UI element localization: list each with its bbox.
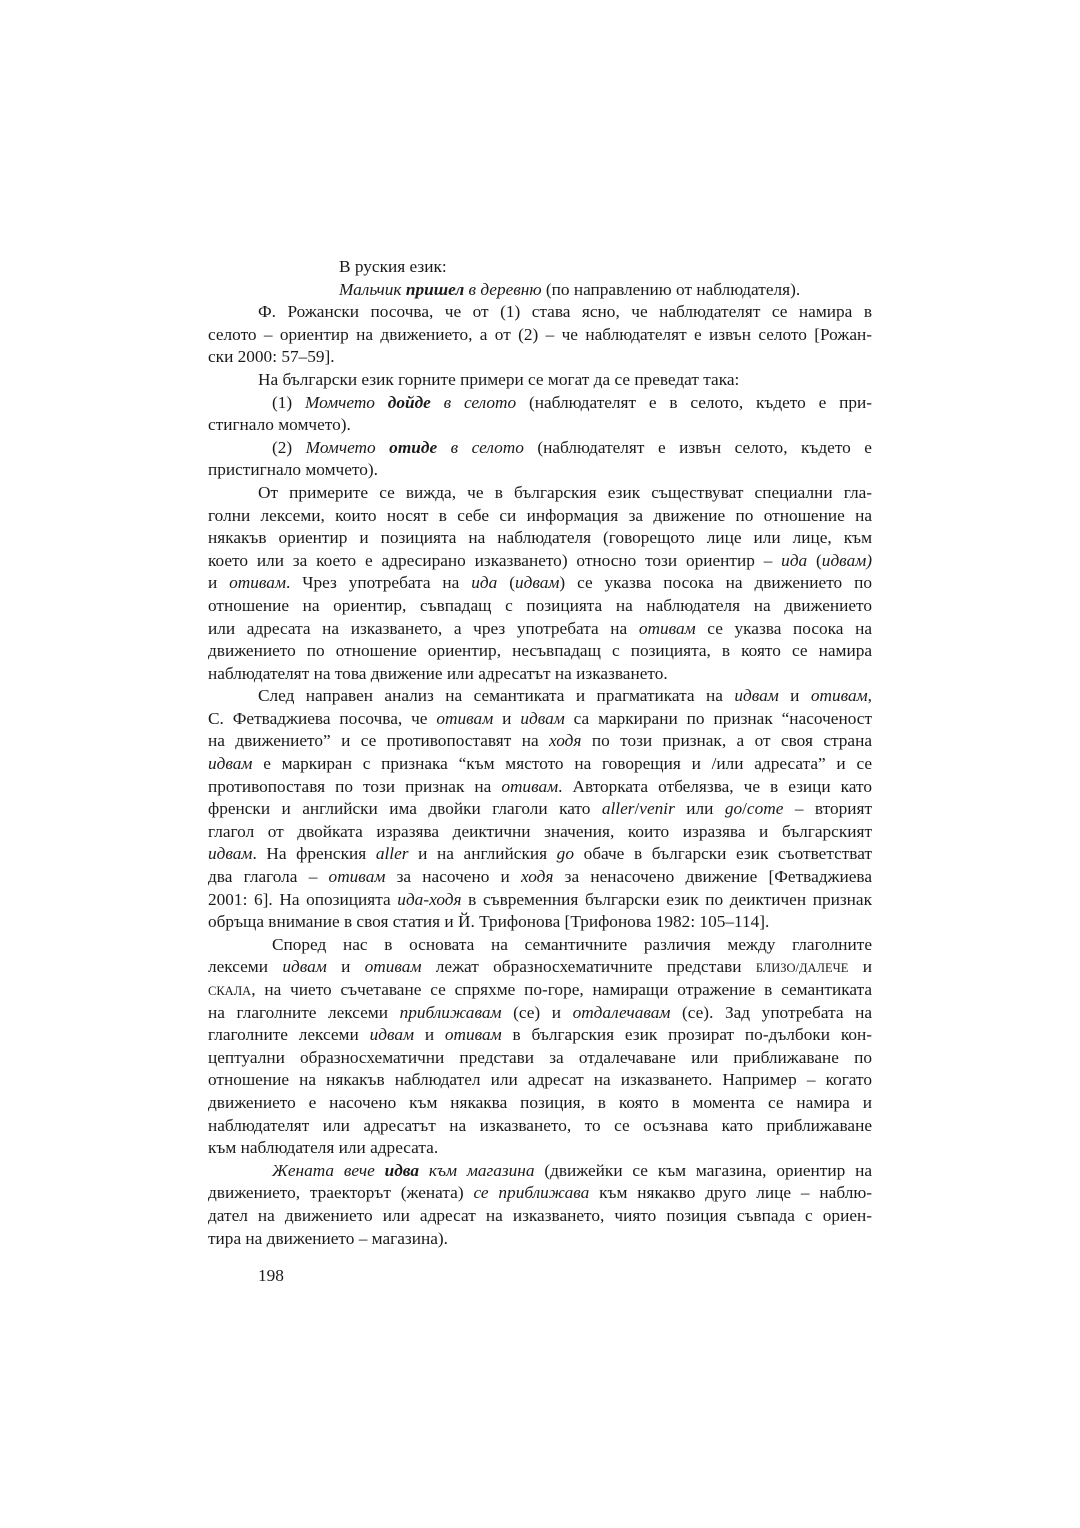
text-segment: Жената вече <box>272 1160 385 1180</box>
text-segment: СКАЛА <box>208 984 252 998</box>
text-segment: aller <box>375 844 409 864</box>
text-segment: Според нас в основата на семантичните различия между глаголните <box>272 934 872 954</box>
text-segment: (наблюдателят е в селото, където е при- <box>516 392 872 412</box>
text-segment: go <box>556 844 574 864</box>
text-segment: отношение на ориентир, съвпадащ с позицията на наблюдателя на движението <box>208 595 872 615</box>
text-line <box>208 821 872 844</box>
text-line <box>208 301 872 324</box>
text-segment: за ненасочено движение [Фетваджиева <box>553 867 872 887</box>
text-segment: на глаголните лексеми <box>208 1002 400 1022</box>
text-line <box>208 482 872 505</box>
text-segment: движението е насочено към някаква позиция, в която в момента се намира и <box>208 1092 872 1112</box>
text-line <box>208 414 872 437</box>
text-segment: и <box>493 708 521 728</box>
text-segment: venir <box>639 799 675 819</box>
text-segment: в селото <box>430 392 517 412</box>
text-line <box>208 685 872 708</box>
text-segment: два глагола – <box>208 867 329 887</box>
text-line <box>208 618 872 641</box>
text-segment: идвам <box>520 708 565 728</box>
text-line <box>208 1228 872 1251</box>
text-segment: ида-ходя <box>397 889 462 909</box>
body-text <box>208 256 872 1250</box>
text-segment: отивам <box>638 618 696 638</box>
page-number: 198 <box>258 1266 284 1285</box>
text-segment: ида <box>781 550 808 570</box>
text-segment: ски 2000: 57–59]. <box>208 347 335 367</box>
text-line <box>208 956 872 979</box>
text-segment: come <box>746 799 784 819</box>
text-segment: стигнало момчето). <box>208 415 351 435</box>
text-line <box>208 1205 872 1228</box>
text-segment: глаголните лексеми <box>208 1025 370 1045</box>
text-segment: към някакво друго лице – наблю- <box>589 1183 872 1203</box>
text-segment: go <box>724 799 743 819</box>
text-segment: отивам <box>501 776 559 796</box>
text-segment: или <box>674 799 725 819</box>
text-segment: отивам <box>364 957 422 977</box>
text-line <box>208 392 872 415</box>
text-line <box>208 527 872 550</box>
text-segment: Момчето <box>304 392 388 412</box>
text-line <box>208 1115 872 1138</box>
text-segment: дател на движението или адресат на изказването, чиято позиция съвпада с ориен- <box>208 1205 872 1225</box>
text-segment: 2001: 6]. На опозицията <box>208 889 398 909</box>
text-segment: (по направлению от наблюдателя). <box>541 279 801 299</box>
text-segment: . На френския <box>252 844 376 864</box>
text-segment: ( <box>807 550 822 570</box>
text-line <box>208 1092 872 1115</box>
text-segment: (се) и <box>501 1002 573 1022</box>
text-line <box>208 437 872 460</box>
text-segment: идвам <box>514 573 560 593</box>
text-segment: движението, траекторът (жената) <box>208 1183 474 1203</box>
text-segment: / <box>742 799 747 819</box>
text-segment: глагол от двойката изразява деиктични значения, които изразява и българският <box>208 821 872 841</box>
text-segment: или адресата на изказването, а чрез употребата на <box>208 618 639 638</box>
text-line <box>208 459 872 482</box>
text-segment: Мальчик <box>339 279 406 299</box>
text-line <box>208 505 872 528</box>
text-segment: и <box>326 957 365 977</box>
text-segment: движението по отношение ориентир, несъвпадащ с позицията, в която се намира <box>208 641 872 661</box>
text-segment: лежат образносхематичните представи <box>421 957 756 977</box>
text-segment: ходя <box>549 731 582 751</box>
text-segment: (движейки се към магазина, ориентир на <box>534 1160 872 1180</box>
text-line <box>208 934 872 957</box>
text-segment: (1) <box>272 392 305 412</box>
text-line <box>208 1024 872 1047</box>
text-segment: идвам) <box>821 550 872 570</box>
text-segment: След направен анализ на семантиката и прагматиката на <box>258 686 735 706</box>
text-line <box>208 1002 872 1025</box>
text-segment: – вторият <box>783 799 872 819</box>
text-segment: идвам <box>282 957 327 977</box>
text-segment: Ф. Рожански посочва, че от (1) става ясно, че наблюдателят се намира в <box>258 302 872 322</box>
text-segment: ) се указва посока на движението по <box>559 573 872 593</box>
text-segment: някакъв ориентир и позицията на наблюдателя (говорещото лице или лице, към <box>208 528 872 548</box>
text-segment: . Авторката отбелязва, че в езици като <box>558 776 872 796</box>
text-line <box>208 843 872 866</box>
text-segment: в българския език прозират по-дълбоки кон- <box>501 1025 872 1045</box>
text-segment: . Чрез употребата на <box>285 573 472 593</box>
text-segment: и <box>208 573 230 593</box>
text-segment: в съвременния български език по деиктичен признак <box>461 889 872 909</box>
text-segment: отивам <box>436 708 494 728</box>
text-line <box>208 595 872 618</box>
text-line <box>208 753 872 776</box>
text-segment: наблюдателят или адресатът на изказването, то се осъзнава като приближаване <box>208 1115 872 1135</box>
text-segment: идвам <box>208 844 253 864</box>
text-segment: пришел <box>405 279 465 299</box>
text-segment: От примерите се вижда, че в българския език съществуват специални гла- <box>258 482 872 502</box>
text-segment: към наблюдателя или адресата. <box>208 1138 439 1158</box>
text-segment: С. Фетваджиева посочва, че <box>208 708 437 728</box>
text-segment: отиде <box>389 437 438 457</box>
text-segment: отивам <box>444 1025 502 1045</box>
text-segment: голни лексеми, които носят в себе си информация за движение по отношение на <box>208 505 872 525</box>
text-segment: / <box>634 799 640 819</box>
text-segment: отивам <box>328 867 386 887</box>
text-line <box>208 911 872 934</box>
text-segment: отивам <box>229 573 286 593</box>
text-segment: лексеми <box>208 957 283 977</box>
text-segment: противопоставя по този признак на <box>208 776 502 796</box>
text-segment: ( <box>497 573 515 593</box>
text-segment: тира на движението – магазина). <box>208 1228 448 1248</box>
text-line <box>208 324 872 347</box>
text-segment: и <box>778 686 811 706</box>
text-segment: На български език горните примери се могат да се преведат така: <box>258 369 740 389</box>
text-segment: се приближава <box>473 1183 590 1203</box>
text-segment: за насочено и <box>385 867 522 887</box>
text-segment: идвам <box>369 1025 414 1045</box>
text-segment: идва <box>384 1160 420 1180</box>
text-segment: в селото <box>437 437 524 457</box>
text-segment: обаче в български език съответстват <box>573 844 873 864</box>
text-line <box>208 256 872 279</box>
text-segment: отношение на някакъв наблюдател или адресат на изказването. Например – когато <box>208 1070 872 1090</box>
text-line <box>208 572 872 595</box>
text-line <box>208 1137 872 1160</box>
text-line <box>208 663 872 686</box>
text-segment: (се). Зад употребата на <box>670 1002 872 1022</box>
text-line <box>208 369 872 392</box>
text-segment: обръща внимание в своя статия и Й. Трифонова [Трифонова 1982: 105–114]. <box>208 912 770 932</box>
text-segment: отивам <box>810 686 868 706</box>
text-segment: в деревню <box>464 279 542 299</box>
text-segment: , <box>867 686 872 706</box>
text-segment: aller <box>601 799 635 819</box>
text-line <box>208 1160 872 1183</box>
text-segment: е маркиран с признака “към мястото на говорещия и /или адресата” и се <box>252 754 872 774</box>
text-segment: цептуални образносхематични представи за отдалечаване или приближаване по <box>208 1047 872 1067</box>
text-segment: отдалечавам <box>572 1002 671 1022</box>
text-segment: пристигнало момчето). <box>208 460 378 480</box>
text-segment: (2) <box>272 437 306 457</box>
text-segment: БЛИЗО/ДАЛЕЧЕ <box>755 961 849 976</box>
text-line <box>208 889 872 912</box>
text-segment: към магазина <box>419 1160 535 1180</box>
text-segment: са маркирани по признак “насоченост <box>564 708 872 728</box>
text-line <box>208 550 872 573</box>
text-segment: идвам <box>734 686 779 706</box>
text-segment: по този признак, а от своя страна <box>581 731 872 751</box>
text-segment: идвам <box>208 754 253 774</box>
text-segment: наблюдателят на това движение или адресатът на изказването. <box>208 663 668 683</box>
text-segment: и <box>848 957 873 977</box>
text-segment: В руския език: <box>339 257 447 276</box>
text-segment: френски и английски има двойки глаголи като <box>208 799 602 819</box>
text-segment: Момчето <box>305 437 390 457</box>
text-segment: и <box>414 1025 445 1045</box>
text-segment: , на чието съчетаване се спряхме по-горе, намиращи отражение в семантиката <box>251 980 872 999</box>
text-line <box>208 1182 872 1205</box>
text-line <box>208 640 872 663</box>
text-line <box>208 866 872 889</box>
text-segment: се указва посока на <box>695 618 872 638</box>
text-line <box>208 776 872 799</box>
text-segment: дойде <box>387 392 431 412</box>
text-segment: селото – ориентир на движението, а от (2) – че наблюдателят е извън селото [Рожан- <box>208 324 872 344</box>
text-segment: ходя <box>521 867 554 887</box>
text-segment: на движението” и се противопоставят на <box>208 731 550 751</box>
text-segment: което или за което е адресирано изказването) относно този ориентир – <box>208 550 782 570</box>
text-line <box>208 798 872 821</box>
text-line <box>208 279 872 302</box>
text-line <box>208 708 872 731</box>
text-line <box>208 1069 872 1092</box>
text-segment: ида <box>471 573 498 593</box>
text-line <box>208 979 872 1002</box>
text-segment: приближавам <box>399 1002 502 1022</box>
text-segment: (наблюдателят е извън селото, където е <box>523 437 872 457</box>
text-line <box>208 346 872 369</box>
text-line <box>208 1047 872 1070</box>
text-segment: и на английския <box>408 844 557 864</box>
text-line <box>208 730 872 753</box>
